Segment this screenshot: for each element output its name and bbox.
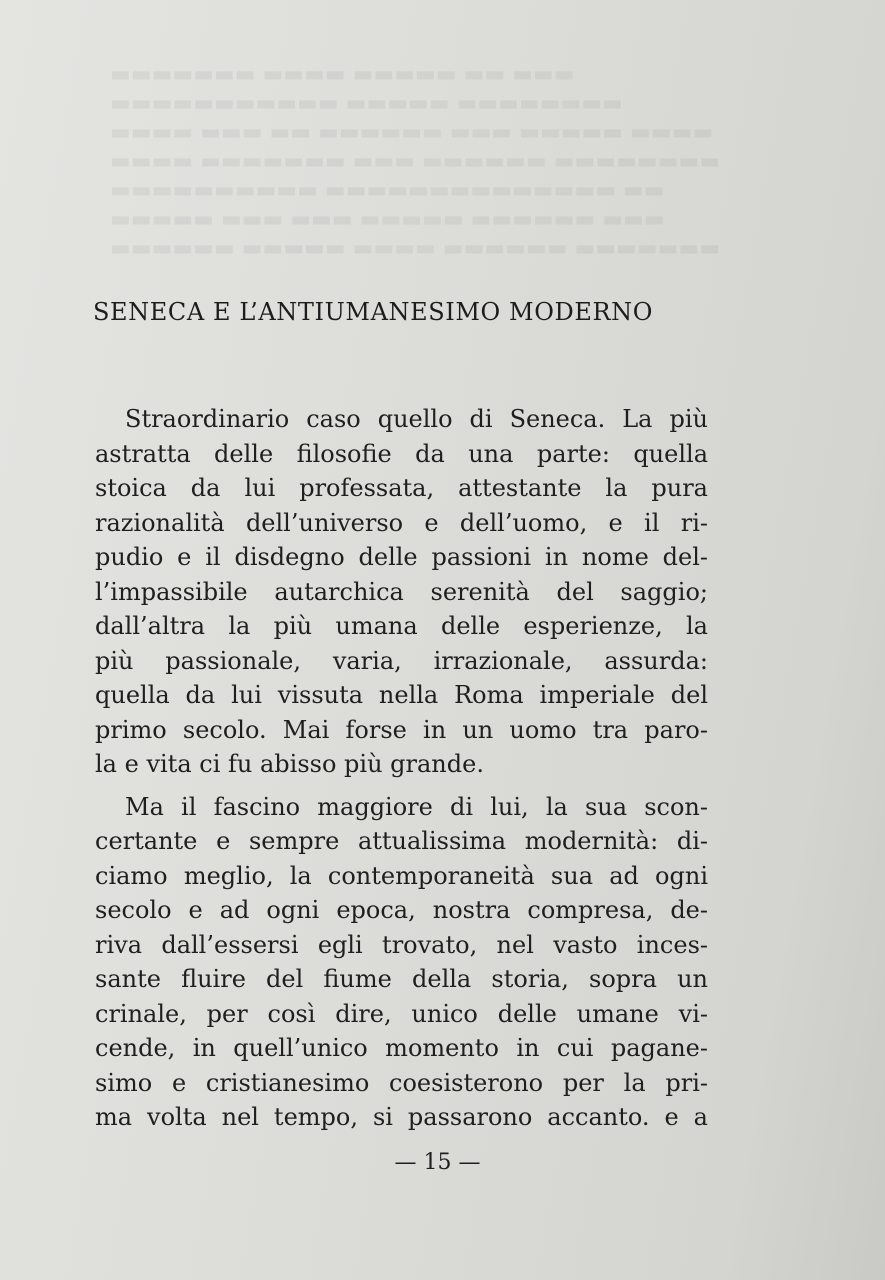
text-line: stoica da lui professata, attestante la pura bbox=[95, 474, 708, 502]
page-number-footer bbox=[0, 1150, 885, 1175]
text-line: pudio e il disdegno delle passioni in nome del- bbox=[95, 543, 708, 571]
text-line: secolo e ad ogni epoca, nostra compresa, de- bbox=[95, 896, 708, 924]
verso-show-through: ▬▬▬ ▬▬ ▬▬▬▬▬ ▬▬▬▬ ▬▬▬▬▬▬▬ ▬▬▬▬▬▬▬▬ ▬▬▬▬▬ ▬▬▬▬▬▬▬▬▬▬▬ ▬▬▬▬ ▬▬▬▬▬ ▬▬▬ ▬▬▬▬▬▬ ▬▬ ▬▬▬ ▬▬▬▬ ▬▬▬▬▬▬▬▬ ▬▬▬▬▬▬ ▬▬▬ ▬▬▬▬▬▬▬ ▬▬▬▬ ▬▬ ▬▬▬▬▬▬▬▬▬▬▬▬▬▬ ▬▬▬▬▬▬▬▬▬▬ ▬▬▬ ▬▬▬▬▬▬ ▬▬▬▬▬ ▬▬▬ ▬▬▬ ▬▬▬▬▬ ▬▬▬▬▬▬▬ ▬▬▬▬▬▬ ▬▬▬▬ ▬▬▬▬▬ ▬▬▬▬▬▬ bbox=[110, 62, 720, 261]
paragraph bbox=[95, 790, 708, 1135]
text-line: Straordinario caso quello di Seneca. La più bbox=[125, 405, 708, 433]
text-line: primo secolo. Mai forse in un uomo tra paro- bbox=[95, 715, 708, 744]
text-line: cende, in quell’unico momento in cui pagane- bbox=[95, 1034, 708, 1062]
text-line: la e vita ci fu abisso più grande. bbox=[95, 750, 484, 778]
text-line: certante e sempre attualissima modernità: di- bbox=[95, 827, 708, 855]
text-line: ciamo meglio, la contemporaneità sua ad ogni bbox=[95, 861, 708, 890]
text-line: crinale, per così dire, unico delle umane vi- bbox=[95, 999, 708, 1028]
text-line: l’impassibile autarchica serenità del saggio; bbox=[95, 577, 708, 606]
paragraph bbox=[95, 402, 708, 782]
text-line: Ma il fascino maggiore di lui, la sua scon- bbox=[125, 792, 708, 821]
text-line: più passionale, varia, irrazionale, assurda: bbox=[95, 646, 708, 675]
text-line: razionalità dell’universo e dell’uomo, e il ri- bbox=[95, 508, 708, 537]
text-line: sante fluire del fiume della storia, sopra un bbox=[95, 965, 708, 993]
chapter-body bbox=[95, 402, 708, 1135]
text-line: quella da lui vissuta nella Roma imperiale del bbox=[95, 681, 708, 709]
text-line: dall’altra la più umana delle esperienze, la bbox=[95, 612, 708, 640]
text-line: riva dall’essersi egli trovato, nel vasto inces- bbox=[95, 930, 708, 959]
text-line: astratta delle filosofie da una parte: quella bbox=[95, 439, 708, 468]
page-number: — 15 — bbox=[394, 1150, 481, 1175]
chapter-heading: SENECA E L’ANTIUMANESIMO MODERNO bbox=[93, 298, 653, 326]
text-line: ma volta nel tempo, si passarono accanto. e a bbox=[95, 1103, 708, 1131]
text-line: simo e cristianesimo coesisterono per la pri- bbox=[95, 1068, 708, 1097]
